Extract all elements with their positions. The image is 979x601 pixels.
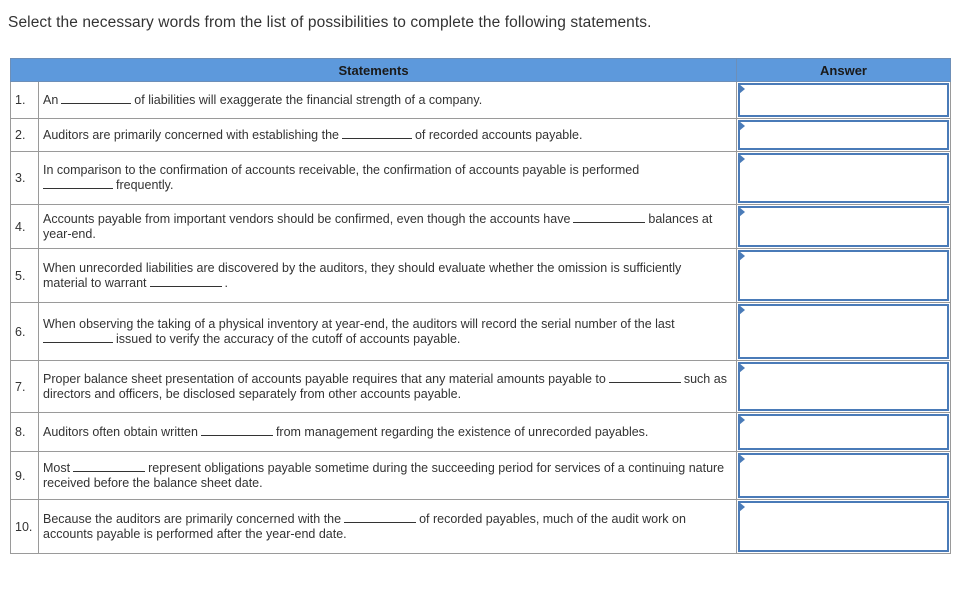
dropdown-indicator-icon [739,454,745,464]
answer-dropdown[interactable] [737,82,951,119]
statement-text: Proper balance sheet presentation of accounts payable requires that any material amounts payable to such as directors and officers, be disclosed separately from other accounts payable. [39,361,737,413]
table-row [11,361,951,413]
row-number: 7. [11,361,39,413]
answer-header: Answer [737,59,951,82]
answer-dropdown[interactable] [737,303,951,361]
statement-text: Most represent obligations payable sometime during the succeeding period for services of a continuing nature received before the balance sheet date. [39,452,737,500]
row-number: 9. [11,452,39,500]
blank-line [61,102,131,104]
blank-line [73,470,145,472]
statement-text: When unrecorded liabilities are discovered by the auditors, they should evaluate whether the omission is sufficiently material to warrant . [39,249,737,303]
blank-line [43,341,113,343]
row-number: 1. [11,82,39,119]
dropdown-indicator-icon [739,121,745,131]
statement-text: Auditors are primarily concerned with establishing the of recorded accounts payable. [39,119,737,152]
table-header-row [11,59,951,82]
row-number: 4. [11,205,39,249]
statements-header: Statements [11,59,737,82]
blank-line [43,187,113,189]
table-row [11,413,951,452]
statement-text: Accounts payable from important vendors should be confirmed, even though the accounts have balances at year-end. [39,205,737,249]
instruction-text: Select the necessary words from the list of possibilities to complete the following statements. [8,14,652,31]
blank-line [150,285,222,287]
row-number: 10. [11,500,39,554]
table-row [11,119,951,152]
table-row [11,452,951,500]
answer-dropdown[interactable] [737,413,951,452]
dropdown-indicator-icon [739,207,745,217]
table-row [11,249,951,303]
table-row [11,205,951,249]
answer-dropdown[interactable] [737,205,951,249]
blank-line [342,137,412,139]
row-number: 2. [11,119,39,152]
blank-line [344,521,416,523]
blank-line [573,221,645,223]
dropdown-indicator-icon [739,305,745,315]
answer-dropdown[interactable] [737,452,951,500]
blank-line [201,434,273,436]
statement-text: An of liabilities will exaggerate the financial strength of a company. [39,82,737,119]
statements-table [10,58,951,554]
row-number: 8. [11,413,39,452]
table-row [11,303,951,361]
statement-text: Because the auditors are primarily concerned with the of recorded payables, much of the audit work on accounts payable is performed after the year-end date. [39,500,737,554]
answer-dropdown[interactable] [737,500,951,554]
blank-line [609,381,681,383]
dropdown-indicator-icon [739,415,745,425]
row-number: 3. [11,152,39,205]
table-row [11,82,951,119]
dropdown-indicator-icon [739,154,745,164]
row-number: 5. [11,249,39,303]
row-number: 6. [11,303,39,361]
statement-text: In comparison to the confirmation of accounts receivable, the confirmation of accounts payable is performed frequently. [39,152,737,205]
statement-text: When observing the taking of a physical inventory at year-end, the auditors will record the serial number of the last issued to verify the accuracy of the cutoff of accounts payable. [39,303,737,361]
answer-dropdown[interactable] [737,249,951,303]
dropdown-indicator-icon [739,251,745,261]
dropdown-indicator-icon [739,502,745,512]
statement-text: Auditors often obtain written from management regarding the existence of unrecorded payables. [39,413,737,452]
answer-dropdown[interactable] [737,152,951,205]
answer-dropdown[interactable] [737,119,951,152]
table-row [11,500,951,554]
dropdown-indicator-icon [739,84,745,94]
dropdown-indicator-icon [739,363,745,373]
answer-dropdown[interactable] [737,361,951,413]
table-row [11,152,951,205]
